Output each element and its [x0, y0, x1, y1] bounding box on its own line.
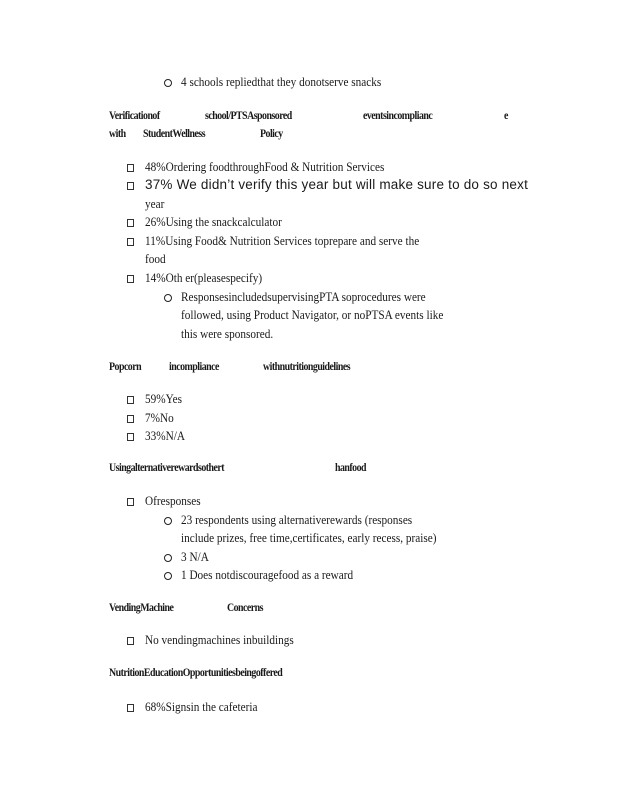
sub-item-alt-rewards-continued: include prizes, free time,certificates, early recess, praise): [181, 531, 437, 545]
heading-vending-b: Concerns: [227, 602, 263, 614]
heading-popcorn-b: incompliance: [169, 361, 219, 373]
list-item-continued: year: [145, 197, 165, 211]
sub-item-no-snacks: 4 schools repliedthat they donotserve snacks: [181, 75, 382, 89]
square-bullet-icon: [127, 704, 134, 712]
heading-verification-c: eventsincomplianc: [363, 110, 433, 122]
square-bullet-icon: [127, 238, 134, 246]
list-item-continued: food: [145, 252, 166, 266]
circle-bullet-icon: [164, 554, 172, 562]
list-item: 14%Oth er(pleasespecify): [145, 271, 263, 285]
circle-bullet-icon: [164, 517, 172, 525]
square-bullet-icon: [127, 415, 134, 423]
heading-verification-e: with: [109, 128, 126, 140]
list-item: 68%Signsin the cafeteria: [145, 700, 258, 714]
square-bullet-icon: [127, 182, 134, 190]
sub-item-specify-continued: followed, using Product Navigator, or noPTSA events like: [181, 308, 444, 322]
heading-rewards-b: hanfood: [335, 462, 367, 474]
list-item: 26%Using the snackcalculator: [145, 215, 282, 229]
heading-vending-a: VendingMachine: [109, 602, 174, 614]
list-item: 37% We didn’t verify this year but will make sure to do so next: [145, 177, 529, 192]
list-item: No vendingmachines inbuildings: [145, 633, 294, 647]
list-item: 7%No: [145, 411, 174, 425]
heading-rewards-a: Usingalternativerewardsothert: [109, 462, 225, 474]
heading-verification-d: e: [504, 110, 508, 122]
heading-verification-g: Policy: [260, 128, 283, 140]
square-bullet-icon: [127, 637, 134, 645]
list-item: 33%N/A: [145, 429, 186, 443]
sub-item-specify-continued: this were sponsored.: [181, 327, 274, 341]
heading-verification-a: Verificationof: [109, 110, 160, 122]
list-item: Ofresponses: [145, 494, 201, 508]
square-bullet-icon: [127, 396, 134, 404]
heading-verification-f: StudentWellness: [143, 128, 206, 140]
list-item: 59%Yes: [145, 392, 182, 406]
heading-popcorn-c: withnutritionguidelines: [263, 361, 351, 373]
circle-bullet-icon: [164, 572, 172, 580]
sub-item-na: 3 N/A: [181, 550, 209, 564]
sub-item-alt-rewards: 23 respondents using alternativerewards (responses: [181, 513, 413, 527]
sub-item-discourage: 1 Does notdiscouragefood as a reward: [181, 568, 354, 582]
square-bullet-icon: [127, 164, 134, 172]
circle-bullet-icon: [164, 79, 172, 87]
sub-item-specify: ResponsesincludedsupervisingPTA soprocedures were: [181, 290, 426, 304]
square-bullet-icon: [127, 433, 134, 441]
heading-nutrition-education: NutritionEducationOpportunitiesbeingoffered: [109, 667, 283, 679]
list-item: 48%Ordering foodthroughFood & Nutrition Services: [145, 160, 385, 174]
heading-popcorn-a: Popcorn: [109, 361, 142, 373]
square-bullet-icon: [127, 219, 134, 227]
heading-verification-b: school/PTSAsponsored: [205, 110, 292, 122]
square-bullet-icon: [127, 275, 134, 283]
list-item: 11%Using Food& Nutrition Services toprepare and serve the: [145, 234, 420, 248]
circle-bullet-icon: [164, 294, 172, 302]
square-bullet-icon: [127, 498, 134, 506]
